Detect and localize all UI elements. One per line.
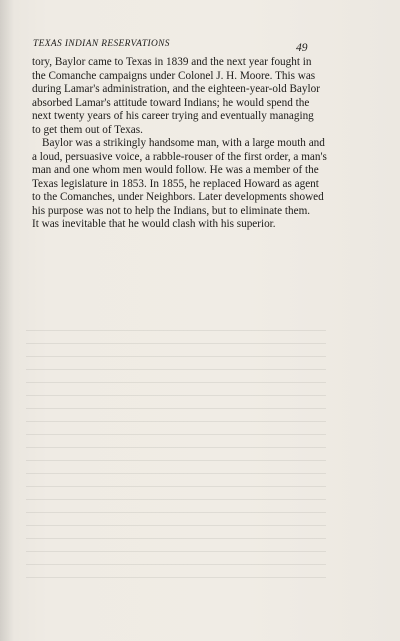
- paragraph-2: [32, 137, 348, 232]
- text-line: man and one whom men would follow. He was a member of the: [32, 164, 319, 176]
- running-title: TEXAS INDIAN RESERVATIONS: [33, 39, 170, 49]
- text-line: his purpose was not to help the Indians, but to eliminate them.: [32, 204, 311, 217]
- show-through-text: [26, 330, 326, 590]
- text-line: next twenty years of his career trying and eventually managing: [32, 110, 314, 122]
- text-line: Baylor was a strikingly handsome man, with a large mouth and: [42, 137, 325, 149]
- text-line: absorbed Lamar's attitude toward Indians; he would spend the: [32, 96, 310, 109]
- text-line: to get them out of Texas.: [32, 123, 143, 136]
- page-number: 49: [296, 42, 308, 54]
- spine-shadow: [0, 0, 14, 641]
- text-line: a loud, persuasive voice, a rabble-rouser of the first order, a man's: [32, 150, 327, 163]
- text-line: tory, Baylor came to Texas in 1839 and the next year fought in: [32, 56, 312, 68]
- body-text: [32, 56, 348, 232]
- text-line: to the Comanches, under Neighbors. Later developments showed: [32, 191, 324, 203]
- text-line: It was inevitable that he would clash with his superior.: [32, 218, 276, 230]
- text-line: Texas legislature in 1853. In 1855, he replaced Howard as agent: [32, 177, 319, 190]
- running-head: [33, 39, 333, 53]
- paragraph-1: [32, 56, 348, 137]
- text-line: the Comanche campaigns under Colonel J. H. Moore. This was: [32, 69, 316, 82]
- text-line: during Lamar's administration, and the eighteen-year-old Baylor: [32, 83, 320, 95]
